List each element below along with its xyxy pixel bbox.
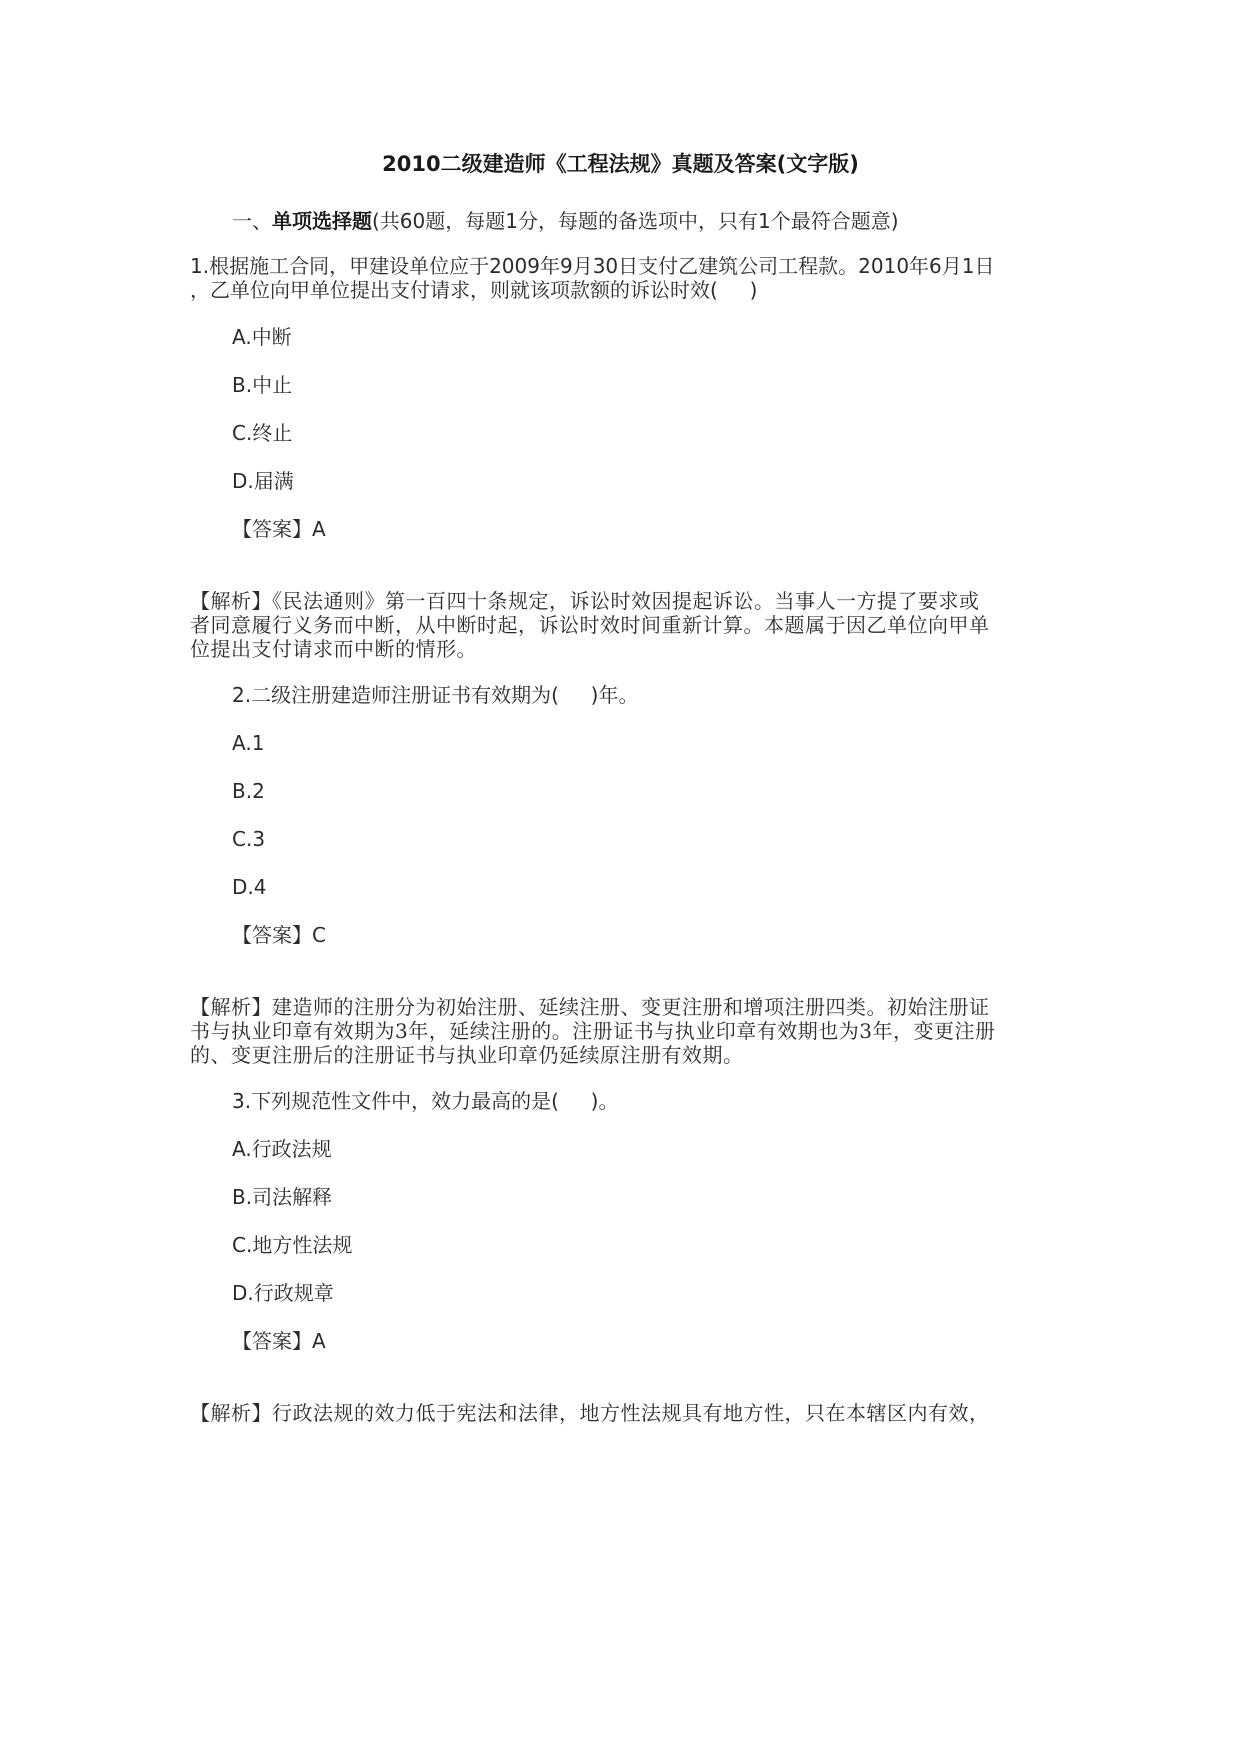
section-note: (共60题，每题1分，每题的备选项中，只有1个最符合题意) [372, 209, 899, 233]
question-1-stem-line-1: 1.根据施工合同，甲建设单位应于2009年9月30日支付乙建筑公司工程款。2010年6月1日 [190, 254, 995, 278]
question-3-option-c: C.地方性法规 [232, 1233, 353, 1257]
section-heading [232, 205, 899, 234]
question-2-answer: 【答案】C [232, 923, 326, 947]
question-1-option-c: C.终止 [232, 421, 293, 445]
question-2-option-d: D.4 [232, 875, 267, 899]
question-3-option-b: B.司法解释 [232, 1185, 333, 1209]
question-2-explanation-line-3: 的、变更注册后的注册证书与执业印章仍延续原注册有效期。 [190, 1043, 744, 1067]
question-1-explanation-line-2: 者同意履行义务而中断，从中断时起，诉讼时效时间重新计算。本题属于因乙单位向甲单 [190, 613, 990, 637]
question-1-option-b: B.中止 [232, 373, 293, 397]
question-2-explanation-line-1: 【解析】建造师的注册分为初始注册、延续注册、变更注册和增项注册四类。初始注册证 [190, 995, 990, 1019]
question-3-stem: 3.下列规范性文件中，效力最高的是( )。 [232, 1089, 619, 1113]
section-title: 单项选择题 [272, 209, 372, 233]
question-1-stem-line-2: ，乙单位向甲单位提出支付请求，则就该项款额的诉讼时效( ) [190, 278, 758, 302]
question-2-option-a: A.1 [232, 731, 265, 755]
question-3-answer: 【答案】A [232, 1329, 326, 1353]
question-1-explanation-line-3: 位提出支付请求而中断的情形。 [190, 637, 477, 661]
section-prefix: 一、 [232, 209, 272, 233]
question-2-stem: 2.二级注册建造师注册证书有效期为( )年。 [232, 683, 639, 707]
question-1-option-d: D.届满 [232, 469, 294, 493]
question-3-option-d: D.行政规章 [232, 1281, 334, 1305]
question-2-explanation-line-2: 书与执业印章有效期为3年，延续注册的。注册证书与执业印章有效期也为3年，变更注册 [190, 1019, 996, 1043]
question-2-option-c: C.3 [232, 827, 266, 851]
question-2-option-b: B.2 [232, 779, 265, 803]
question-1-explanation-line-1: 【解析】《民法通则》第一百四十条规定，诉讼时效因提起诉讼。当事人一方提了要求或 [190, 589, 980, 613]
question-1-option-a: A.中断 [232, 325, 292, 349]
question-3-explanation-line-1: 【解析】行政法规的效力低于宪法和法律，地方性法规具有地方性，只在本辖区内有效， [190, 1401, 990, 1425]
question-1-answer: 【答案】A [232, 517, 326, 541]
page-title: 2010二级建造师《工程法规》真题及答案(文字版) [382, 152, 859, 176]
question-3-option-a: A.行政法规 [232, 1137, 332, 1161]
